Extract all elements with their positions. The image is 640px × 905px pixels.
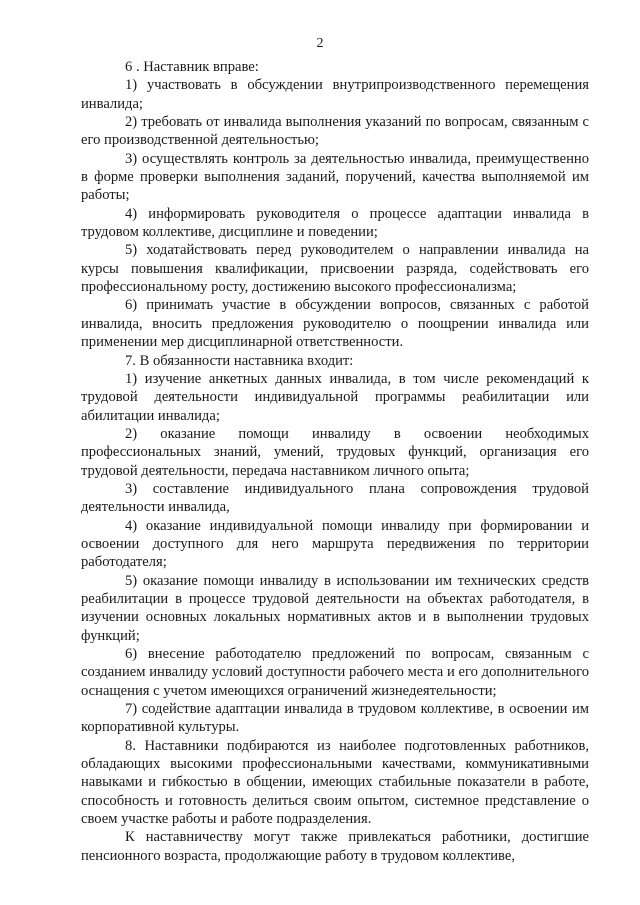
paragraph: К наставничеству могут также привлекаться работники, достигшие пенсионного возраста, продолжающие работу в трудовом коллективе, <box>81 829 589 864</box>
paragraph: 5) ходатайствовать перед руководителем о направлении инвалида на курсы повышения квалификации, присвоении разряда, содействовать его профессиональному росту, достижению высокого профессионализма; <box>81 242 589 296</box>
paragraph: 7. В обязанности наставника входит: <box>125 352 354 369</box>
paragraph: 1) изучение анкетных данных инвалида, в том числе рекомендаций к трудовой деятельности индивидуальной программы реабилитации или абилитации инвалида; <box>81 370 589 424</box>
paragraph: 6 . Наставник вправе: <box>125 59 259 75</box>
paragraph: 3) осуществлять контроль за деятельностью инвалида, преимущественно в форме проверки выполнения заданий, поручений, качества выполняемой им работы; <box>81 150 589 204</box>
paragraph: 4) оказание индивидуальной помощи инвалиду при формировании и освоении доступного для него маршрута передвижения по территории работодателя; <box>81 517 589 571</box>
paragraph: 1) участвовать в обсуждении внутрипроизводственного перемещения инвалида; <box>81 77 589 112</box>
paragraph: 3) составление индивидуального плана сопровождения трудовой деятельности инвалида, <box>81 480 589 516</box>
paragraph: 5) оказание помощи инвалиду в использовании им технических средств реабилитации в процессе трудовой деятельности на объектах работодателя, в изучении основных локальных нормативных актов и в выполнении трудовых функций; <box>81 572 589 644</box>
paragraph: 6) внесение работодателю предложений по вопросам, связанным с созданием инвалиду условий доступности рабочего места и его дополнительного оснащения с учетом имеющихся ограничений жизнедеятельности; <box>81 646 589 699</box>
paragraph: 4) информировать руководителя о процессе адаптации инвалида в трудовом коллективе, дисциплине и поведении; <box>81 205 589 241</box>
paragraph: 2) требовать от инвалида выполнения указаний по вопросам, связанным с его производственной деятельностью; <box>81 114 589 149</box>
page-number: 2 <box>316 36 324 51</box>
paragraph: 2) оказание помощи инвалиду в освоении необходимых профессиональных знаний, умений, трудовых функций, организация его трудовой деятельности, передача наставником личного опыта; <box>81 425 589 479</box>
paragraph: 8. Наставники подбираются из наиболее подготовленных работников, обладающих высокими профессиональными качествами, коммуникативными навыками и гибкостью в общении, имеющих стабильные показатели в работе, способность и готовность делиться своим опытом, системное представление о своем участке работы и работе подразделения. <box>81 737 589 828</box>
paragraph: 7) содействие адаптации инвалида в трудовом коллективе, в освоении им корпоративной культуры. <box>81 701 589 736</box>
document-body <box>81 58 589 865</box>
paragraph: 6) принимать участие в обсуждении вопросов, связанных с работой инвалида, вносить предложения руководителю о поощрении инвалида или применении мер дисциплинарной ответственности. <box>81 297 589 351</box>
